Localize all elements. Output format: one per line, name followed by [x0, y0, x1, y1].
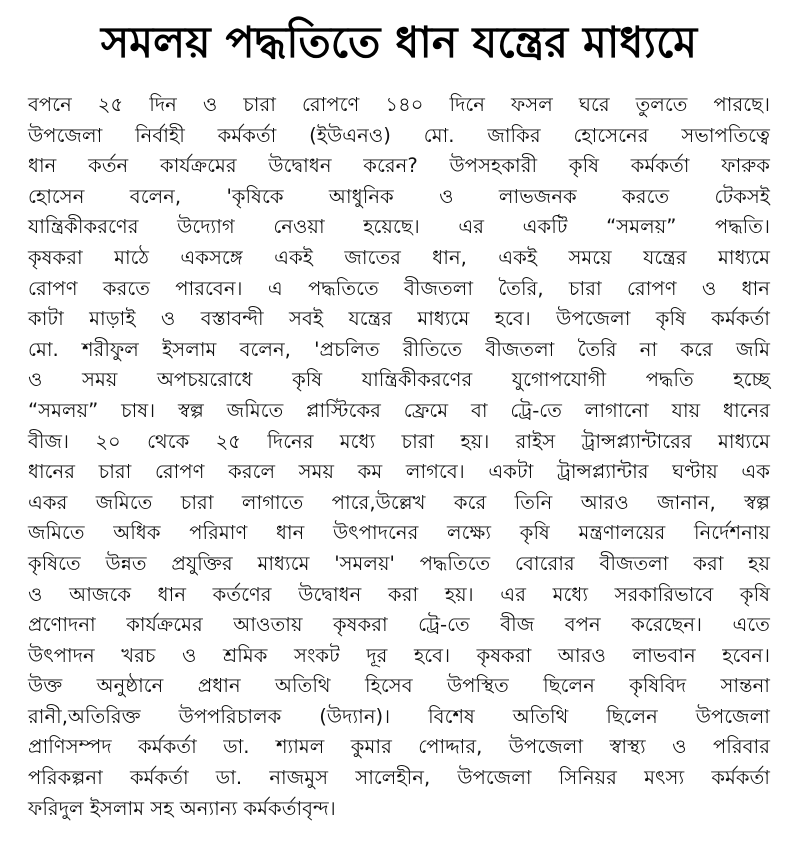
article-line: একর জমিতে চারা লাগাতে পারে,উল্লেখ করে তিনি আরও জানান, স্বল্প [28, 490, 770, 514]
article-line: মো. শরীফুল ইসলাম বলেন, 'প্রচলিত রীতিতে বীজতলা তৈরি না করে জমি [28, 337, 770, 361]
article-line: বপনে ২৫ দিন ও চারা রোপণে ১৪০ দিনে ফসল ঘরে তুলতে পারছে। [28, 93, 770, 116]
article-line: ফরিদুল ইসলাম সহ অন্যান্য কর্মকর্তাবৃন্দ। [28, 796, 336, 820]
article-line: প্রণোদনা কার্যক্রমের আওতায় কৃষকরা ট্রে-তে বীজ বপন করেছেন। এতে [28, 613, 770, 637]
article-line: উক্ত অনুষ্ঠানে প্রধান অতিথি হিসেব উপস্থিত ছিলেন কৃষিবিদ সান্তনা [28, 674, 770, 698]
article-body [28, 90, 770, 824]
article-line: প্রাণিসম্পদ কর্মকর্তা ডা. শ্যামল কুমার পোদ্দার, উপজেলা স্বাস্থ্য ও পরিবার [28, 735, 770, 759]
article-line: পরিকল্পনা কর্মকর্তা ডা. নাজমুস সালেহীন, উপজেলা সিনিয়র মৎস্য কর্মকর্তা [28, 766, 770, 790]
article-line: উৎপাদন খরচ ও শ্রমিক সংকট দূর হবে। কৃষকরা আরও লাভবান হবেন। [28, 643, 770, 667]
article-line: “সমলয়” চাষ। স্বল্প জমিতে প্লাস্টিকের ফ্রেমে বা ট্রে-তে লাগানো যায় ধানের [28, 398, 770, 422]
article-line: রোপণ করতে পারবেন। এ পদ্ধতিতে বীজতলা তৈরি, চারা রোপণ ও ধান [28, 276, 770, 300]
article-line: ও আজকে ধান কর্তণের উদ্বোধন করা হয়। এর মধ্যে সরকারিভাবে কৃষি [28, 582, 770, 606]
article-line: ধান কর্তন কার্যক্রমের উদ্বোধন করেন? উপসহকারী কৃষি কর্মকর্তা ফারুক [28, 154, 770, 178]
article-line: যান্ত্রিকীকরণের উদ্যোগ নেওয়া হয়েছে। এর একটি “সমলয়” পদ্ধতি। [28, 215, 770, 239]
article-line: রানী,অতিরিক্ত উপপরিচালক (উদ্যান)। বিশেষ অতিথি ছিলেন উপজেলা [28, 704, 770, 728]
article-line: ধানের চারা রোপণ করলে সময় কম লাগবে। একটা ট্রান্সপ্ল্যান্টার ঘণ্টায় এক [28, 460, 770, 484]
article-line: বীজ। ২০ থেকে ২৫ দিনের মধ্যে চারা হয়। রাইস ট্রান্সপ্ল্যান্টারের মাধ্যমে [28, 429, 770, 453]
article-line: কাটা মাড়াই ও বস্তাবন্দী সবই যন্ত্রের মাধ্যমে হবে। উপজেলা কৃষি কর্মকর্তা [28, 307, 770, 331]
article-line: জমিতে অধিক পরিমাণ ধান উৎপাদনের লক্ষ্যে কৃষি মন্ত্রণালয়ের নির্দেশনায় [28, 521, 770, 545]
article-line: কৃষকরা মাঠে একসঙ্গে একই জাতের ধান, একই সময়ে যন্ত্রের মাধ্যমে [28, 245, 770, 269]
article-line: কৃষিতে উন্নত প্রযুক্তির মাধ্যমে 'সমলয়' পদ্ধতিতে বোরোর বীজতলা করা হয় [28, 551, 770, 575]
article-line: হোসেন বলেন, 'কৃষিকে আধুনিক ও লাভজনক করতে টেকসই [28, 184, 770, 208]
article-line: ও সময় অপচয়রোধে কৃষি যান্ত্রিকীকরণের যুগোপযোগী পদ্ধতি হচ্ছে [28, 368, 770, 392]
headline: সমলয় পদ্ধতিতে ধান যন্ত্রের মাধ্যমে [100, 18, 698, 68]
article-line: উপজেলা নির্বাহী কর্মকর্তা (ইউএনও) মো. জাকির হোসেনের সভাপতিত্বে [28, 123, 770, 147]
